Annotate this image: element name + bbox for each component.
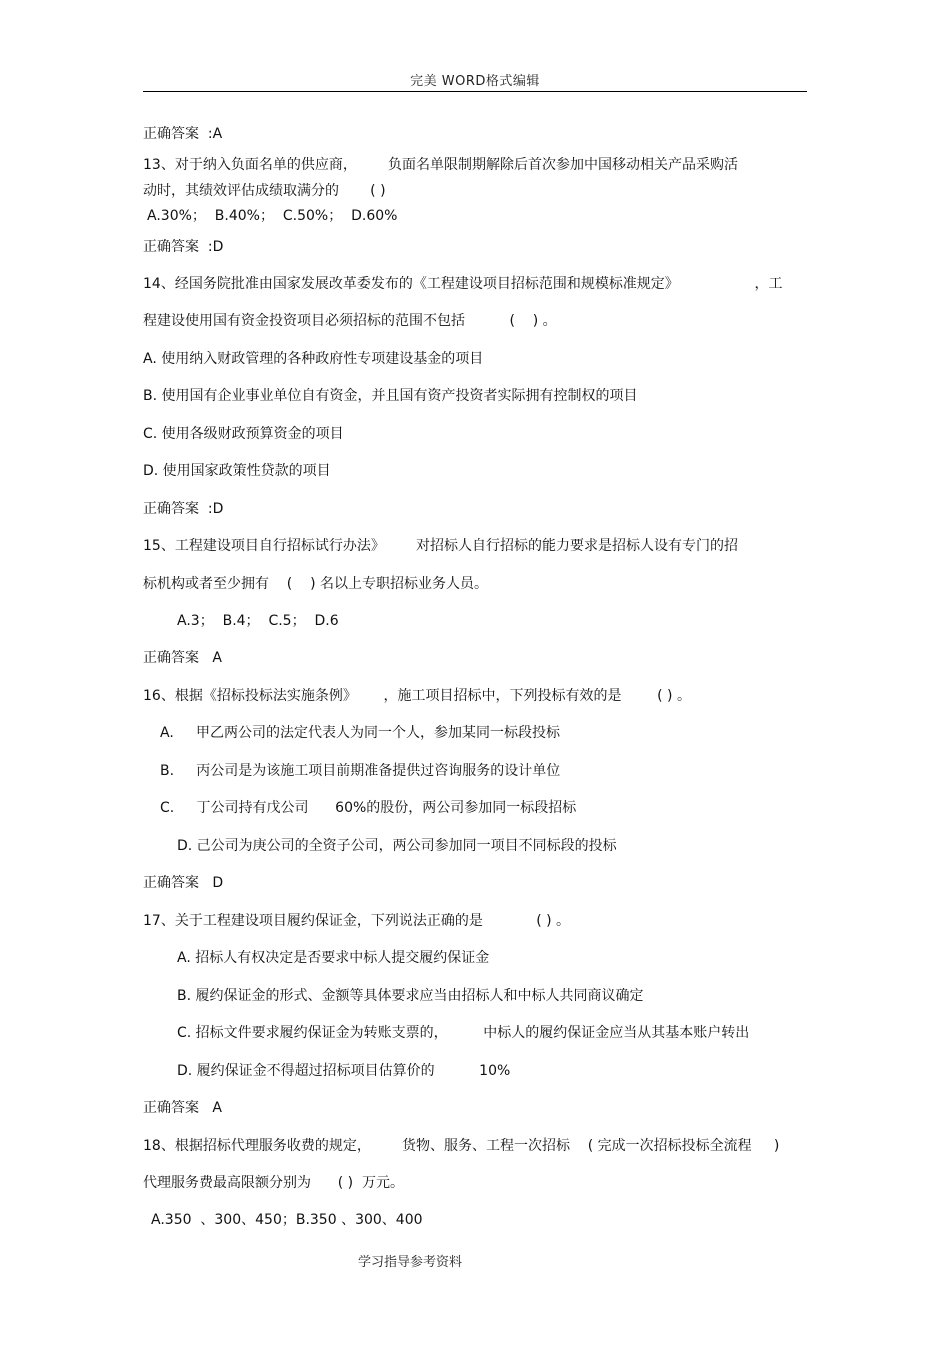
page-footer: 学习指导参考资料 — [358, 1255, 463, 1270]
question-18-options: A.350 、300、450；B.350 、300、400 — [151, 1212, 423, 1228]
question-16-option-d: D. 己公司为庚公司的全资子公司，两公司参加同一项目不同标段的投标 — [177, 838, 617, 854]
question-17-line-1: 17、关于工程建设项目履约保证金，下列说法正确的是 ( ) 。 — [143, 913, 571, 929]
question-13-options: A.30%； B.40%； C.50%； D.60% — [147, 208, 398, 224]
question-17-option-a: A. 招标人有权决定是否要求中标人提交履约保证金 — [177, 950, 490, 966]
answer-line: 正确答案 :A — [143, 126, 223, 142]
answer-line: 正确答案 A — [143, 650, 222, 666]
question-14-option-d: D. 使用国家政策性贷款的项目 — [143, 463, 331, 479]
answer-line: 正确答案 :D — [143, 239, 224, 255]
question-14-option-a: A. 使用纳入财政管理的各种政府性专项建设基金的项目 — [143, 351, 484, 367]
question-16-line-1: 16、根据《招标投标法实施条例》 ，施工项目招标中，下列投标有效的是 ( ) 。 — [143, 688, 691, 704]
question-14-option-b: B. 使用国有企业事业单位自有资金，并且国有资产投资者实际拥有控制权的项目 — [143, 388, 638, 404]
question-13-line-1: 13、对于纳入负面名单的供应商， 负面名单限制期解除后首次参加中国移动相关产品采购活 — [143, 157, 738, 173]
answer-line: 正确答案 A — [143, 1100, 222, 1116]
answer-line: 正确答案 :D — [143, 501, 224, 517]
question-15-line-1: 15、工程建设项目自行招标试行办法》 对招标人自行招标的能力要求是招标人设有专门的招 — [143, 538, 738, 554]
question-14-option-c: C. 使用各级财政预算资金的项目 — [143, 426, 344, 442]
answer-line: 正确答案 D — [143, 875, 224, 891]
question-16-option-a: A. 甲乙两公司的法定代表人为同一个人，参加某同一标段投标 — [160, 725, 561, 741]
question-18-line-1: 18、根据招标代理服务收费的规定， 货物、服务、工程一次招标 ( 完成一次招标投标全流程 ) — [143, 1138, 780, 1154]
question-18-line-2: 代理服务费最高限额分别为 ( ) 万元。 — [143, 1175, 404, 1191]
question-13-line-2: 动时，其绩效评估成绩取满分的 ( ) — [143, 183, 386, 199]
question-14-line-2: 程建设使用国有资金投资项目必须招标的范围不包括 ( ) 。 — [143, 313, 557, 329]
question-17-option-b: B. 履约保证金的形式、金额等具体要求应当由招标人和中标人共同商议确定 — [177, 988, 644, 1004]
page-header: 完美 WORD格式编辑 — [410, 74, 540, 89]
question-17-option-d: D. 履约保证金不得超过招标项目估算价的 10% — [177, 1063, 511, 1079]
question-17-option-c: C. 招标文件要求履约保证金为转账支票的， 中标人的履约保证金应当从其基本账户转出 — [177, 1025, 750, 1041]
question-15-options: A.3； B.4； C.5； D.6 — [177, 613, 339, 629]
question-14-line-1: 14、经国务院批准由国家发展改革委发布的《工程建设项目招标范围和规模标准规定》 ，工 — [143, 276, 783, 292]
header-divider — [143, 91, 807, 92]
question-16-option-b: B. 丙公司是为该施工项目前期准备提供过咨询服务的设计单位 — [160, 763, 561, 779]
question-16-option-c: C. 丁公司持有戊公司 60%的股份，两公司参加同一标段招标 — [160, 800, 577, 816]
question-15-line-2: 标机构或者至少拥有 ( ) 名以上专职招标业务人员。 — [143, 576, 488, 592]
